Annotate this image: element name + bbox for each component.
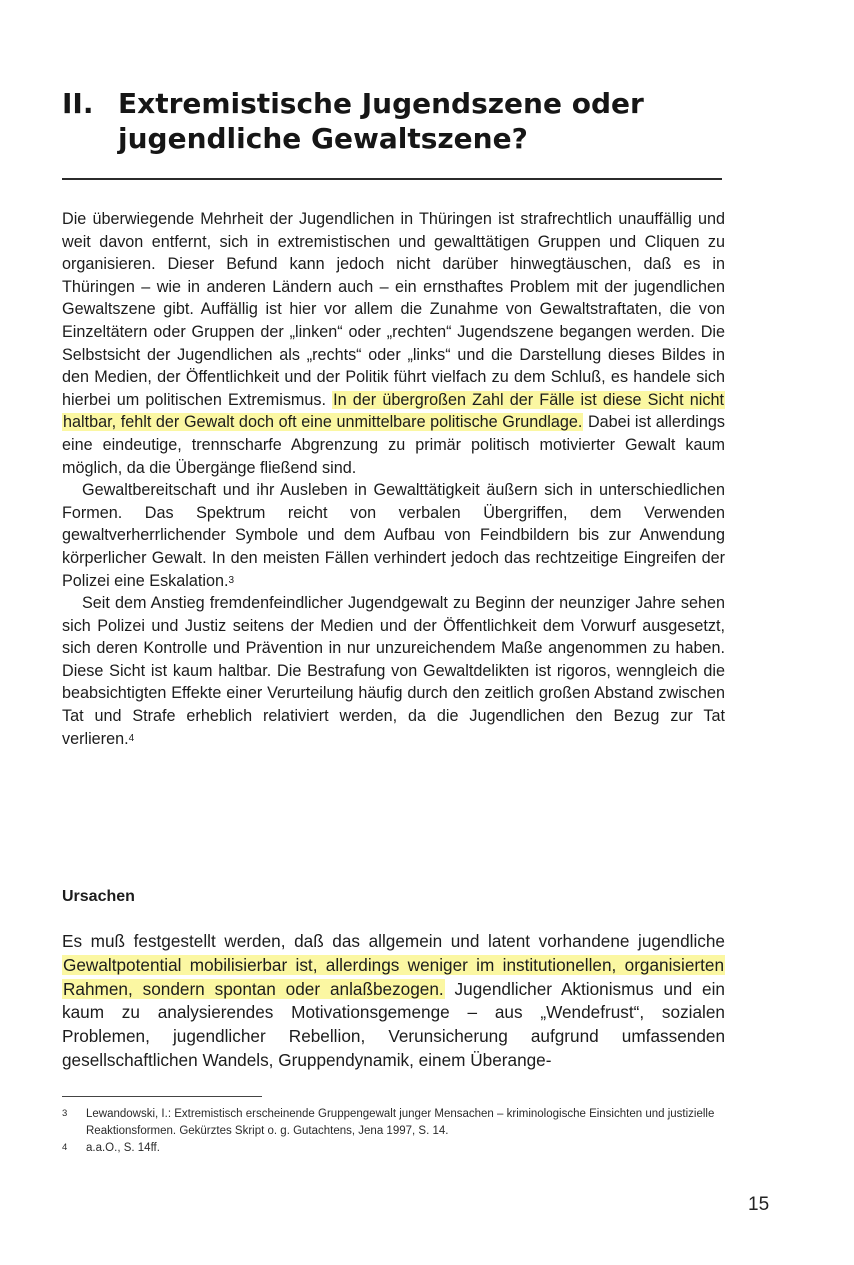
paragraph-2 — [62, 479, 725, 592]
main-text — [62, 208, 725, 750]
paragraph-3 — [62, 592, 725, 750]
footnote-number: 4 — [62, 1142, 68, 1153]
text-segment: Gewaltbereitschaft und ihr Ausleben in Gewalttätigkeit äußern sich in unterschiedlichen Formen. Das Spektrum reicht von verbalen Übergriffen, dem Verwenden gewaltverherrlichender Symbole und dem Aufbau von Feindbildern bis zur Anwendung körperlicher Gewalt. In den meisten Fällen verhindert jedoch das rechtzeitige Eingreifen der Polizei eine Eskalation. — [62, 481, 725, 590]
paragraph-4 — [62, 930, 725, 1073]
text-segment: Die überwiegende Mehrheit der Jugendlichen in Thüringen ist strafrechtlich unauffällig und weit davon entfernt, sich in extremistischen und gewalttätigen Gruppen und Cliquen zu organisieren. Dieser Befund kann jedoch nicht darüber hinwegtäuschen, daß es in Thüringen – wie in anderen Ländern auch – ein ernsthaftes Problem mit der jugendlichen Gewaltszene gibt. Auffällig ist hier vor allem die Zunahme von Gewaltstraftaten, die von Einzeltätern oder Gruppen der „linken“ oder „rechten“ Jugendszene begangen werden. Die Selbstsicht der Jugendlichen als „rechts“ oder „links“ und die Darstellung dieses Bildes in den Medien, der Öffentlichkeit und der Politik führt vielfach zu dem Schluß, es handele sich hierbei um politischen Extremismus. — [62, 210, 725, 409]
footnote-text: Lewandowski, I.: Extremistisch erscheinende Gruppengewalt junger Mensachen – kriminologische Einsichten und justizielle Reaktionsformen. Gekürztes Skript o. g. Gutachtens, Jena 1997, S. 14. — [86, 1108, 715, 1137]
text-segment: Seit dem Anstieg fremdenfeindlicher Jugendgewalt zu Beginn der neunziger Jahre sehen sich Polizei und Justiz seitens der Medien und der Öffentlichkeit dem Vorwurf ausgesetzt, sich deren Kontrolle und Prävention in nur unzureichendem Maße angenommen zu haben. Diese Sicht ist kaum haltbar. Die Bestrafung von Gewaltdelikten ist rigoros, wenngleich die beabsichtigten Effekte einer Verurteilung häufig durch den zeitlich großen Abstand zwischen Tat und Strafe erheblich relativiert werden, da die Jugendlichen den Bezug zur Tat verlieren. — [62, 594, 725, 748]
paragraph-1 — [62, 208, 725, 479]
chapter-number: II. — [62, 87, 94, 120]
text-segment: Es muß festgestellt werden, daß das allgemein und latent vorhandene jugendliche — [62, 931, 725, 951]
text-segment: Dabei ist allerdings eine eindeutige, trennscharfe Abgrenzung zu primär politisch motivierter Gewalt kaum möglich, da die Übergänge fließend sind. — [62, 413, 725, 477]
page-number: 15 — [748, 1194, 770, 1215]
footnote-3 — [62, 1106, 722, 1140]
footnote-rule — [62, 1096, 262, 1097]
heading-rule — [62, 178, 722, 180]
footnote-text: a.a.O., S. 14ff. — [86, 1142, 160, 1154]
footnote-4 — [62, 1140, 722, 1157]
footnote-ref[interactable]: 4 — [128, 732, 135, 744]
text-segment: Jugendlicher Aktionismus und ein kaum zu analysierendes Motivationsgemenge – aus „Wendefrust“, sozialen Problemen, jugendlicher Rebellion, Verunsicherung aufgrund umfassenden gesellschaftlichen Wandels, Gruppendynamik, einem Überange- — [62, 978, 725, 1070]
section-subheading: Ursachen — [62, 888, 135, 905]
footnote-ref[interactable]: 3 — [228, 574, 235, 586]
ursachen-text — [62, 930, 725, 1073]
highlighted-text: Gewaltpotential mobilisierbar ist, allerdings weniger im institutionellen, organisierten Rahmen, sondern spontan oder anlaßbezogen. — [63, 954, 724, 999]
footnotes — [62, 1106, 722, 1157]
highlighted-text: In der übergroßen Zahl der Fälle ist diese Sicht nicht haltbar, fehlt der Gewalt doch oft eine unmittelbare politische Grundlage. — [63, 390, 724, 432]
chapter-title: Extremistische Jugendszene oder jugendliche Gewaltszene? — [118, 87, 644, 155]
footnote-number: 3 — [62, 1108, 68, 1119]
